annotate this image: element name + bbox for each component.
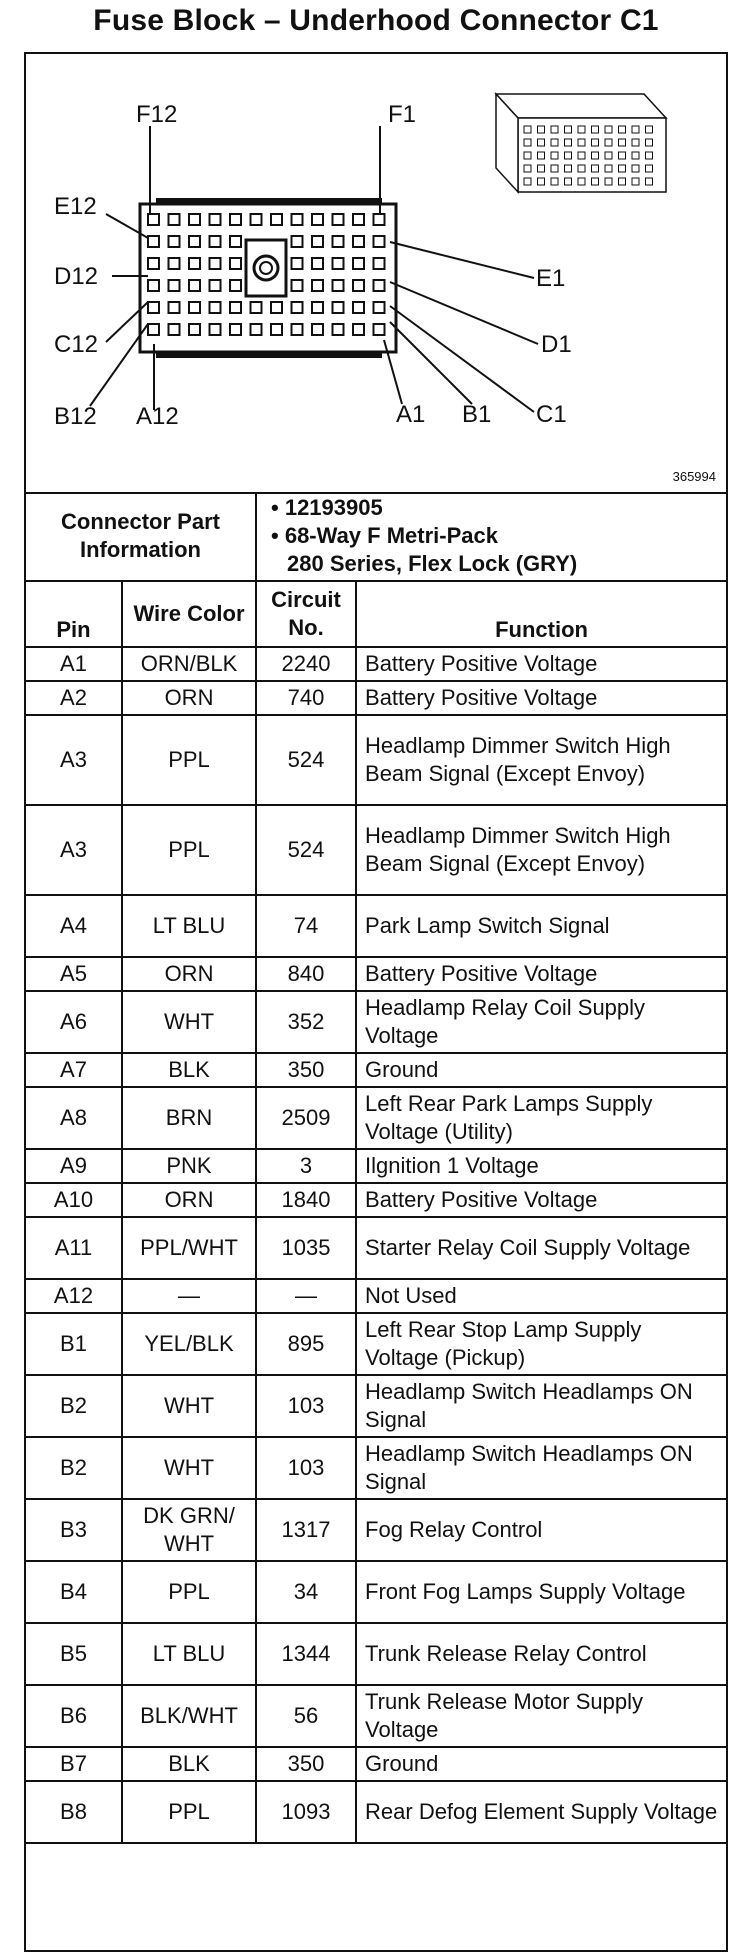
pin-cavity <box>210 236 221 247</box>
pin-cavity <box>169 302 180 313</box>
pin-cavity <box>292 214 303 225</box>
wire-color-cell: PPL <box>122 1781 256 1843</box>
pin-cavity <box>230 302 241 313</box>
connector-info-label: Connector Part Information <box>26 492 256 581</box>
table-row <box>26 715 726 805</box>
label-F12: F12 <box>136 101 178 128</box>
pin-cavity <box>251 324 262 335</box>
pin-cavity <box>271 324 282 335</box>
table-row <box>26 805 726 895</box>
header-function: Function <box>356 581 726 647</box>
pin-cavity <box>169 324 180 335</box>
pin-cavity <box>333 324 344 335</box>
wire-color-cell: LT BLU <box>122 1623 256 1685</box>
table-row <box>26 1561 726 1623</box>
connector-diagram <box>26 54 726 494</box>
function-cell: Trunk Release Motor Supply Voltage <box>356 1685 726 1747</box>
pin-cell: B2 <box>26 1437 122 1499</box>
part-number: • 12193905 <box>271 495 383 520</box>
wire-color-cell: — <box>122 1279 256 1313</box>
pin-cavity <box>374 280 385 291</box>
pin-cavity <box>374 302 385 313</box>
table-row <box>26 895 726 957</box>
circuit-cell: 1317 <box>256 1499 356 1561</box>
pin-cavity <box>271 302 282 313</box>
connector-face-drawing <box>26 54 726 492</box>
wire-color-cell: WHT <box>122 1375 256 1437</box>
pin-cavity <box>292 280 303 291</box>
wire-color-cell: PPL <box>122 715 256 805</box>
function-cell: Battery Positive Voltage <box>356 681 726 715</box>
wire-color-cell: ORN <box>122 957 256 991</box>
pin-cavity <box>333 236 344 247</box>
pin-cell: A9 <box>26 1149 122 1183</box>
circuit-cell: 1093 <box>256 1781 356 1843</box>
pin-cavity <box>148 236 159 247</box>
pin-cell: B7 <box>26 1747 122 1781</box>
pin-cavity <box>169 214 180 225</box>
pin-cavity <box>230 236 241 247</box>
function-cell: Left Rear Park Lamps Supply Voltage (Utility) <box>356 1087 726 1149</box>
pin-cavity <box>210 302 221 313</box>
function-cell: Not Used <box>356 1279 726 1313</box>
pin-cavity <box>210 280 221 291</box>
circuit-cell: 2240 <box>256 647 356 681</box>
circuit-cell: 524 <box>256 805 356 895</box>
pin-cell: B3 <box>26 1499 122 1561</box>
table-row <box>26 1685 726 1747</box>
pin-cavity <box>353 280 364 291</box>
pin-cell: A6 <box>26 991 122 1053</box>
table-row <box>26 1623 726 1685</box>
header-wire-color: Wire Color <box>122 581 256 647</box>
table-row <box>26 647 726 681</box>
circuit-cell: 352 <box>256 991 356 1053</box>
function-cell: Starter Relay Coil Supply Voltage <box>356 1217 726 1279</box>
function-cell: Battery Positive Voltage <box>356 1183 726 1217</box>
pin-cell: A4 <box>26 895 122 957</box>
function-cell: Ground <box>356 1053 726 1087</box>
table-row <box>26 1183 726 1217</box>
pin-cell: A1 <box>26 647 122 681</box>
circuit-cell: 103 <box>256 1437 356 1499</box>
label-A1: A1 <box>396 401 426 428</box>
pin-cell: A7 <box>26 1053 122 1087</box>
circuit-cell: 3 <box>256 1149 356 1183</box>
pin-cell: B5 <box>26 1623 122 1685</box>
pin-cavity <box>230 280 241 291</box>
wire-color-cell: WHT <box>122 1437 256 1499</box>
pin-cavity <box>230 214 241 225</box>
connector-info-row <box>26 492 726 581</box>
circuit-cell: 74 <box>256 895 356 957</box>
pin-cell: A3 <box>26 805 122 895</box>
table-row <box>26 1747 726 1781</box>
page-title: Fuse Block – Underhood Connector C1 <box>93 4 659 37</box>
circuit-cell: 895 <box>256 1313 356 1375</box>
pin-cavity <box>374 236 385 247</box>
table-row <box>26 1499 726 1561</box>
pin-cavity <box>312 258 323 269</box>
label-A12: A12 <box>136 403 179 430</box>
circuit-cell: 56 <box>256 1685 356 1747</box>
wire-color-cell: PPL <box>122 805 256 895</box>
pin-cavity <box>210 258 221 269</box>
pin-cavity <box>292 324 303 335</box>
label-E12: E12 <box>54 193 97 220</box>
pin-cavity <box>333 280 344 291</box>
pin-cavity <box>312 214 323 225</box>
connector-sheet <box>24 52 728 1952</box>
label-C12: C12 <box>54 331 99 358</box>
wire-color-cell: BRN <box>122 1087 256 1149</box>
table-row <box>26 1279 726 1313</box>
pin-cavity <box>312 280 323 291</box>
circuit-cell: 1035 <box>256 1217 356 1279</box>
pin-cavity <box>271 214 282 225</box>
function-cell: Headlamp Dimmer Switch High Beam Signal (Except Envoy) <box>356 805 726 895</box>
pin-cell: A8 <box>26 1087 122 1149</box>
pin-cavity <box>312 236 323 247</box>
pin-cavity <box>353 302 364 313</box>
wire-color-cell: ORN/BLK <box>122 647 256 681</box>
pin-cavity <box>189 280 200 291</box>
pin-cell: A2 <box>26 681 122 715</box>
header-circuit-no: Circuit No. <box>256 581 356 647</box>
pin-cavity <box>333 214 344 225</box>
pin-cavity <box>210 214 221 225</box>
label-D12: D12 <box>54 263 99 290</box>
circuit-cell: 840 <box>256 957 356 991</box>
connector-series: 280 Series, Flex Lock (GRY) <box>287 551 578 576</box>
label-B1: B1 <box>462 401 492 428</box>
pin-cell: A3 <box>26 715 122 805</box>
pin-cavity <box>189 324 200 335</box>
pin-cavity <box>251 214 262 225</box>
header-pin: Pin <box>26 581 122 647</box>
table-row <box>26 1437 726 1499</box>
circuit-cell: 524 <box>256 715 356 805</box>
circuit-cell: — <box>256 1279 356 1313</box>
function-cell: Headlamp Dimmer Switch High Beam Signal (Except Envoy) <box>356 715 726 805</box>
pin-cavity <box>169 280 180 291</box>
wire-color-cell: ORN <box>122 681 256 715</box>
pin-cavity <box>189 302 200 313</box>
function-cell: Park Lamp Switch Signal <box>356 895 726 957</box>
table-row <box>26 1149 726 1183</box>
circuit-cell: 350 <box>256 1053 356 1087</box>
pin-cavity <box>333 302 344 313</box>
wire-color-cell: YEL/BLK <box>122 1313 256 1375</box>
function-cell: Trunk Release Relay Control <box>356 1623 726 1685</box>
function-cell: Ground <box>356 1747 726 1781</box>
wire-color-cell: BLK <box>122 1053 256 1087</box>
table-row <box>26 1087 726 1149</box>
pin-cavity <box>148 258 159 269</box>
table-row <box>26 991 726 1053</box>
table-row <box>26 957 726 991</box>
pin-cavity-grid <box>140 198 396 358</box>
pin-cell: B6 <box>26 1685 122 1747</box>
function-cell: Headlamp Switch Headlamps ON Signal <box>356 1375 726 1437</box>
label-B12: B12 <box>54 403 97 430</box>
wire-color-cell: PPL <box>122 1561 256 1623</box>
function-cell: Battery Positive Voltage <box>356 647 726 681</box>
pin-cavity <box>374 258 385 269</box>
function-cell: Rear Defog Element Supply Voltage <box>356 1781 726 1843</box>
pin-cavity <box>292 236 303 247</box>
circuit-cell: 740 <box>256 681 356 715</box>
pin-cavity <box>169 258 180 269</box>
pin-cavity <box>312 324 323 335</box>
circuit-cell: 34 <box>256 1561 356 1623</box>
function-cell: Fog Relay Control <box>356 1499 726 1561</box>
connector-info-list <box>256 492 726 581</box>
pin-cell: B8 <box>26 1781 122 1843</box>
label-D1: D1 <box>541 331 572 358</box>
table-row <box>26 681 726 715</box>
pin-cavity <box>353 258 364 269</box>
pin-cavity <box>374 324 385 335</box>
circuit-cell: 1344 <box>256 1623 356 1685</box>
pin-cavity <box>251 302 262 313</box>
pin-cell: A5 <box>26 957 122 991</box>
label-F1: F1 <box>388 101 417 128</box>
pin-cell: A12 <box>26 1279 122 1313</box>
label-E1: E1 <box>536 265 566 292</box>
pin-cavity <box>189 258 200 269</box>
pin-cavity <box>148 214 159 225</box>
pin-table <box>26 492 726 1844</box>
function-cell: Left Rear Stop Lamp Supply Voltage (Pickup) <box>356 1313 726 1375</box>
wire-color-cell: ORN <box>122 1183 256 1217</box>
label-C1: C1 <box>536 401 567 428</box>
circuit-cell: 2509 <box>256 1087 356 1149</box>
table-row <box>26 1781 726 1843</box>
function-cell: Battery Positive Voltage <box>356 957 726 991</box>
pin-cavity <box>333 258 344 269</box>
function-cell: Front Fog Lamps Supply Voltage <box>356 1561 726 1623</box>
wire-color-cell: LT BLU <box>122 895 256 957</box>
pin-cavity <box>230 324 241 335</box>
pin-cavity <box>374 214 385 225</box>
pin-cell: B4 <box>26 1561 122 1623</box>
figure-id: 365994 <box>672 469 716 484</box>
circuit-cell: 1840 <box>256 1183 356 1217</box>
pin-cavity <box>312 302 323 313</box>
pin-cavity <box>292 302 303 313</box>
pin-cavity <box>189 214 200 225</box>
pin-cavity <box>148 324 159 335</box>
pin-cavity <box>230 258 241 269</box>
pin-cell: A11 <box>26 1217 122 1279</box>
pin-cavity <box>189 236 200 247</box>
table-row <box>26 1375 726 1437</box>
circuit-cell: 103 <box>256 1375 356 1437</box>
pin-cell: B1 <box>26 1313 122 1375</box>
function-cell: Headlamp Switch Headlamps ON Signal <box>356 1437 726 1499</box>
circuit-cell: 350 <box>256 1747 356 1781</box>
pin-cavity <box>292 258 303 269</box>
pin-cavity <box>169 236 180 247</box>
wire-color-cell: DK GRN/ WHT <box>122 1499 256 1561</box>
wire-color-cell: PNK <box>122 1149 256 1183</box>
function-cell: Headlamp Relay Coil Supply Voltage <box>356 991 726 1053</box>
wire-color-cell: BLK <box>122 1747 256 1781</box>
wire-color-cell: WHT <box>122 991 256 1053</box>
function-cell: Ilgnition 1 Voltage <box>356 1149 726 1183</box>
pin-cavity <box>148 302 159 313</box>
pin-cell: B2 <box>26 1375 122 1437</box>
pin-cell: A10 <box>26 1183 122 1217</box>
pin-cavity <box>353 214 364 225</box>
connector-isometric-icon <box>496 94 666 192</box>
pin-cavity <box>148 280 159 291</box>
pin-cavity <box>210 324 221 335</box>
pin-cavity <box>353 324 364 335</box>
wire-color-cell: PPL/WHT <box>122 1217 256 1279</box>
table-row <box>26 1053 726 1087</box>
table-row <box>26 1217 726 1279</box>
wire-color-cell: BLK/WHT <box>122 1685 256 1747</box>
connector-type: • 68-Way F Metri-Pack <box>271 523 498 548</box>
table-row <box>26 1313 726 1375</box>
pin-cavity <box>353 236 364 247</box>
table-header-row <box>26 581 726 647</box>
